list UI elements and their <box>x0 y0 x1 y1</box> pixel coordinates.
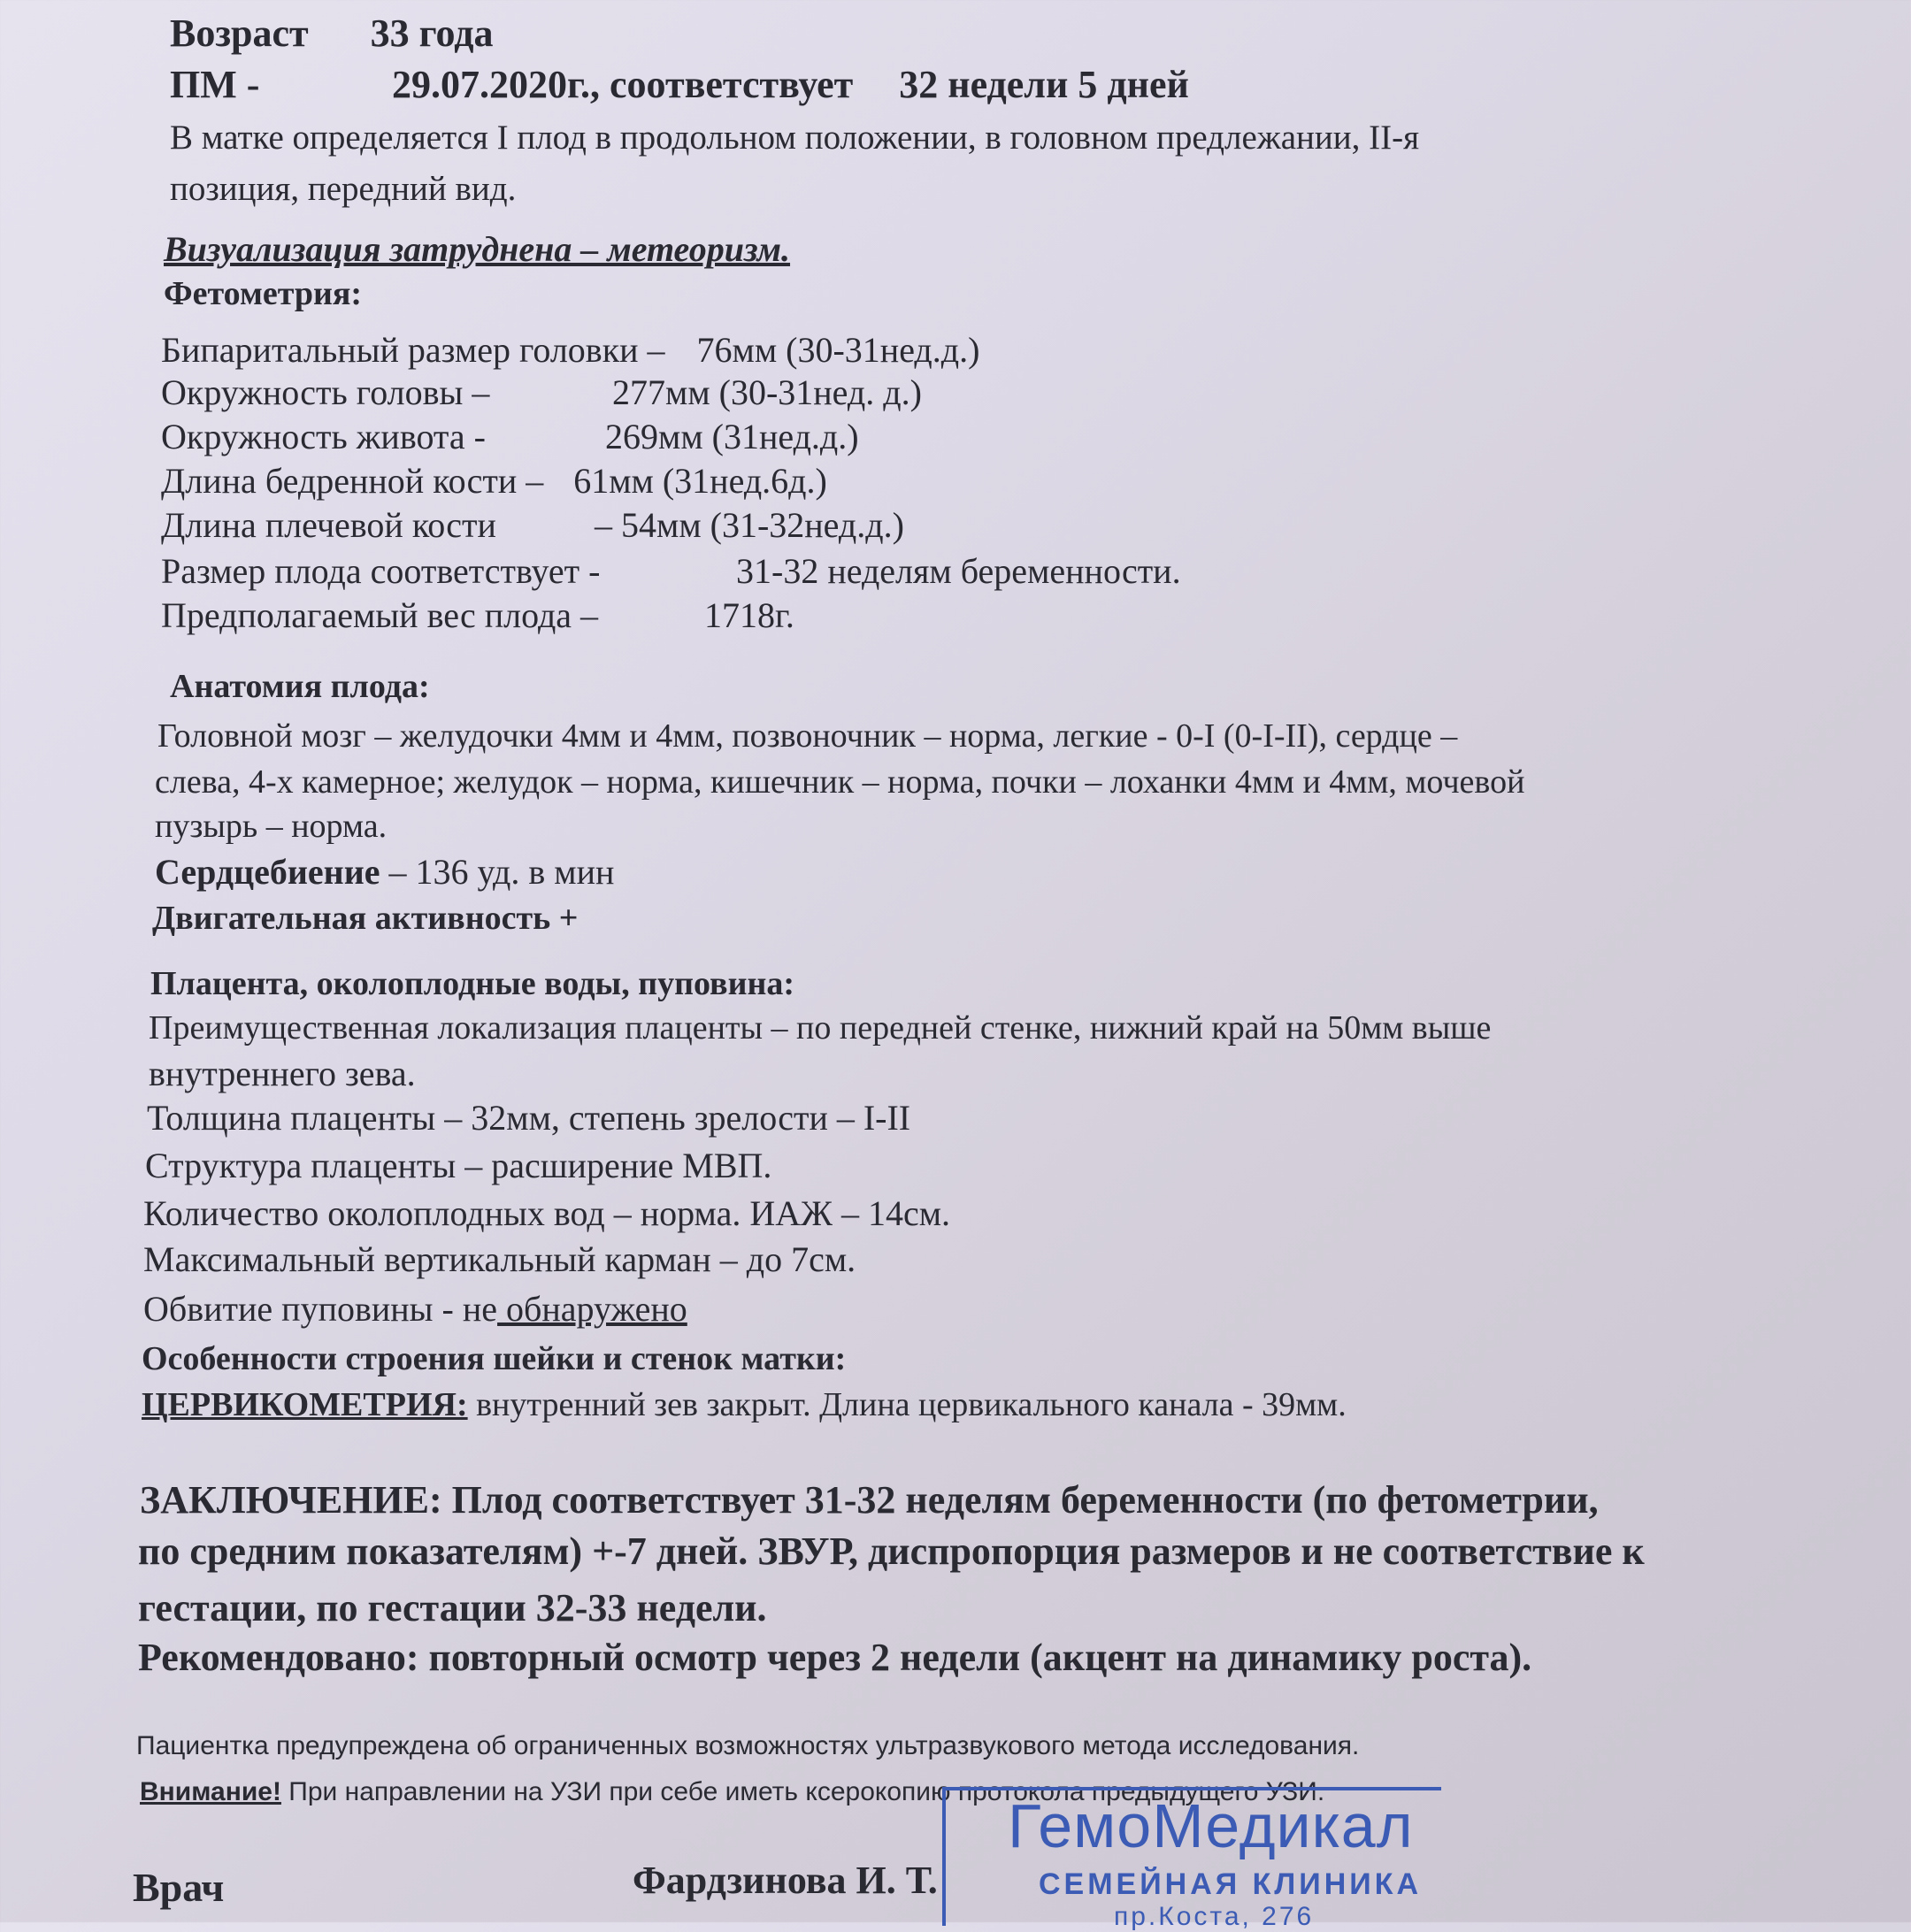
fetometry-value: 61мм (31нед.6д.) <box>573 461 827 501</box>
motor-activity-label: Двигательная активность <box>152 900 551 937</box>
cord-entanglement-value: обнаружено <box>497 1289 687 1329</box>
cervicometry-value: внутренний зев закрыт. Длина цервикального канала - 39мм. <box>467 1386 1347 1423</box>
heartbeat-value: – 136 уд. в мин <box>380 852 615 892</box>
placenta-title: Плацента, околоплодные воды, пуповина: <box>150 965 795 1002</box>
age-value: 33 года <box>370 12 494 55</box>
conclusion-line-3: гестации, по гестации 32-33 недели. <box>138 1586 767 1629</box>
lmp-label: ПМ - <box>170 63 260 106</box>
amniotic-fluid: Количество околоплодных вод – норма. ИАЖ – 14см. <box>143 1193 951 1233</box>
heartbeat-row <box>155 851 614 893</box>
stamp-clinic-name: ГемоМедикал <box>1008 1791 1414 1860</box>
anatomy-line-1: Головной мозг – желудочки 4мм и 4мм, позвоночник – норма, легкие - 0-I (0-I-II), сердце – <box>157 717 1458 755</box>
fetometry-label: Окружность живота - <box>161 417 486 456</box>
visualization-note: Визуализация затруднена – метеоризм. <box>164 229 791 269</box>
clinic-stamp <box>942 1787 1441 1931</box>
fetometry-row <box>161 460 827 502</box>
fetometry-row <box>161 329 979 372</box>
fetometry-title: Фетометрия: <box>164 275 363 312</box>
attention-label: Внимание! <box>140 1777 281 1806</box>
doctor-label: Врач <box>133 1865 225 1910</box>
anatomy-title: Анатомия плода: <box>170 668 430 705</box>
cervix-walls-title: Особенности строения шейки и стенок матки: <box>142 1340 847 1377</box>
fetometry-value: – 54мм (31-32нед.д.) <box>595 505 904 545</box>
anatomy-line-2: слева, 4-х камерное; желудок – норма, кишечник – норма, почки – лоханки 4мм и 4мм, мочевой <box>155 763 1525 801</box>
heartbeat-label: Сердцебиение <box>155 852 380 892</box>
recommendation-row <box>138 1633 1531 1683</box>
lmp-term: 32 недели 5 дней <box>899 63 1189 106</box>
cord-entanglement-row <box>143 1288 687 1330</box>
placenta-structure: Структура плаценты – расширение МВП. <box>145 1146 772 1185</box>
fetometry-value: 31-32 неделям беременности. <box>736 551 1181 591</box>
intro-line-2: позиция, передний вид. <box>170 170 517 208</box>
placenta-location-line-2: внутреннего зева. <box>149 1054 416 1093</box>
motor-activity-value: + <box>550 900 579 937</box>
fetometry-label: Предполагаемый вес плода – <box>161 595 599 635</box>
conclusion-line-1 <box>140 1476 1599 1525</box>
patient-warning: Пациентка предупреждена об ограниченных возможностях ультразвукового метода исследования. <box>136 1731 1360 1760</box>
intro-line-1: В матке определяется I плод в продольном положении, в головном предлежании, II-я <box>170 119 1420 157</box>
fetometry-row <box>161 504 904 547</box>
fetometry-label: Окружность головы – <box>161 372 490 412</box>
stamp-subtitle: СЕМЕЙНАЯ КЛИНИКА <box>1039 1867 1423 1901</box>
lmp-row <box>170 64 1189 106</box>
anatomy-line-3: пузырь – норма. <box>155 808 388 845</box>
placenta-location-line-1: Преимущественная локализация плаценты – по передней стенке, нижний край на 50мм выше <box>149 1009 1492 1046</box>
fetometry-value: 76мм (30-31нед.д.) <box>696 330 980 370</box>
attention-text: При направлении на УЗИ при себе иметь ксерокопию протокола предыдущего УЗИ. <box>280 1777 1325 1806</box>
fetometry-row <box>161 550 1181 593</box>
motor-activity-row <box>152 897 578 939</box>
fetometry-label: Длина бедренной кости – <box>161 461 544 501</box>
conclusion-text: Плод соответствует 31-32 неделям беременности (по фетометрии, <box>441 1478 1599 1522</box>
age-label: Возраст <box>170 12 309 55</box>
recommendation-label: Рекомендовано: <box>138 1636 419 1679</box>
fetometry-value: 1718г. <box>704 595 794 635</box>
fetometry-label: Бипаритальный размер головки – <box>161 330 665 370</box>
fetometry-value: 269мм (31нед.д.) <box>605 417 859 456</box>
conclusion-label: ЗАКЛЮЧЕНИЕ: <box>140 1478 442 1522</box>
stamp-address: пр.Коста, 276 <box>1114 1902 1315 1931</box>
doctor-name: Фардзинова И. Т. <box>633 1859 938 1902</box>
age-row <box>170 12 494 55</box>
fetometry-row <box>161 372 922 414</box>
recommendation-text: повторный осмотр через 2 недели (акцент на динамику роста). <box>418 1636 1532 1679</box>
fetometry-row <box>161 416 859 458</box>
cervicometry-row <box>142 1384 1347 1426</box>
fetometry-value: 277мм (30-31нед. д.) <box>612 372 922 412</box>
cervicometry-label: ЦЕРВИКОМЕТРИЯ: <box>142 1386 468 1423</box>
fetometry-label: Длина плечевой кости <box>161 505 496 545</box>
cord-entanglement-label: Обвитие пуповины - не <box>143 1289 498 1329</box>
conclusion-line-2: по средним показателям) +-7 дней. ЗВУР, диспропорция размеров и не соответствие к <box>138 1530 1645 1573</box>
vertical-pocket: Максимальный вертикальный карман – до 7см. <box>143 1239 856 1279</box>
lmp-value: 29.07.2020г., соответствует <box>392 63 854 106</box>
placenta-thickness: Толщина плаценты – 32мм, степень зрелости – I-II <box>147 1098 911 1138</box>
fetometry-row <box>161 594 794 637</box>
fetometry-label: Размер плода соответствует - <box>161 551 601 591</box>
